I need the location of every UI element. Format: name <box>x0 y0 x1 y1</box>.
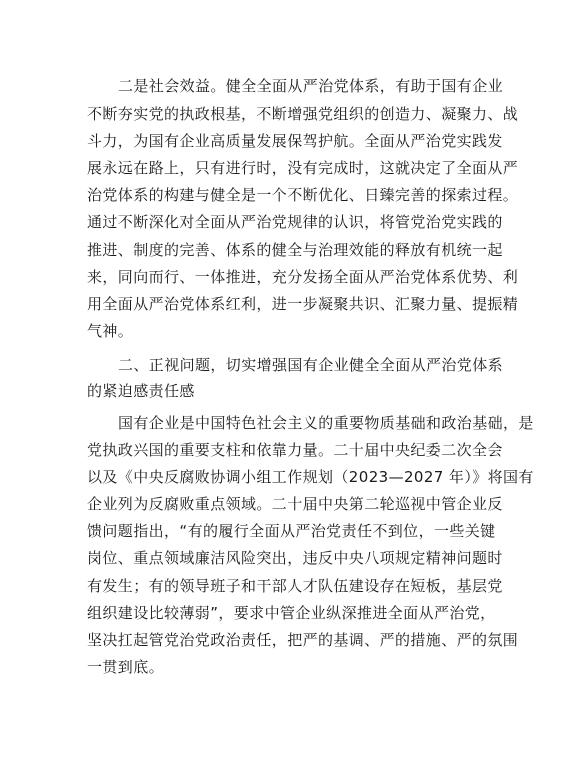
text-line: 展永远在路上，只有进行时，没有完成时，这就决定了全面从严 <box>87 159 519 177</box>
heading-line: 二、正视问题，切实增强国有企业健全全面从严治党体系 <box>118 356 504 374</box>
text-line: 用全面从严治党体系红利，进一步凝聚共识、汇聚力量、提振精 <box>87 295 519 313</box>
text-line: 治党体系的构建与健全是一个不断优化、日臻完善的探索过程。 <box>87 186 519 204</box>
text-line: 来，同向而行、一体推进，充分发扬全面从严治党体系优势、利 <box>87 268 519 286</box>
heading-line: 的紧迫感责任感 <box>87 382 195 400</box>
text-line: 通过不断深化对全面从严治党规律的认识，将管党治党实践的 <box>87 213 503 231</box>
text-line: 斗力，为国有企业高质量发展保驾护航。全面从严治党实践发 <box>87 132 503 150</box>
text-line: 国有企业是中国特色社会主义的重要物质基础和政治基础，是 <box>118 414 534 432</box>
text-line: 推进、制度的完善、体系的健全与治理效能的释放有机统一起 <box>87 241 503 259</box>
text-line: 以及《中央反腐败协调小组工作规划（2023—2027 年）》将国有 <box>87 468 534 486</box>
text-line: 馈问题指出，“有的履行全面从严治党责任不到位，一些关键 <box>87 522 496 540</box>
text-line: 气神。 <box>87 322 134 340</box>
text-line: 有发生；有的领导班子和干部人才队伍建设存在短板，基层党 <box>87 577 503 595</box>
text-line: 组织建设比较薄弱”，要求中管企业纵深推进全面从严治党， <box>87 604 496 622</box>
text-line: 坚决扛起管党治党政治责任，把严的基调、严的措施、严的氛围 <box>87 631 519 649</box>
text-line: 企业列为反腐败重点领域。二十届中央第二轮巡视中管企业反 <box>87 495 503 513</box>
text-line: 不断夯实党的执政根基，不断增强党组织的创造力、凝聚力、战 <box>87 105 519 123</box>
text-line: 一贯到底。 <box>87 658 165 676</box>
text-line: 二是社会效益。健全全面从严治党体系，有助于国有企业 <box>118 77 504 95</box>
text-line: 党执政兴国的重要支柱和依靠力量。二十届中央纪委二次全会 <box>87 441 503 459</box>
text-line: 岗位、重点领域廉洁风险突出，违反中央八项规定精神问题时 <box>87 549 503 567</box>
